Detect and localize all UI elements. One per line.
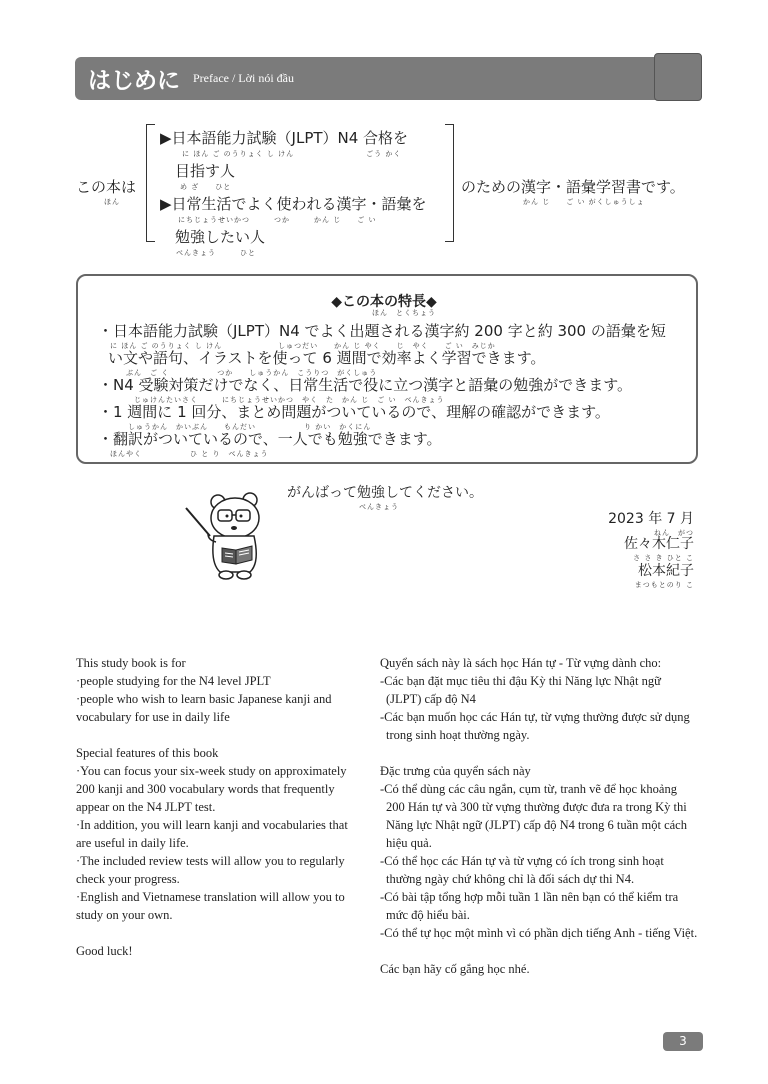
good-luck-text: がんばって勉強してください。 — [287, 485, 483, 501]
vietnamese-line: hiệu quả. — [386, 836, 432, 850]
feature-item-3-ruby: しゅうかん かいぶん もんだい り かい かくにん — [128, 423, 372, 431]
intro-right-ruby: かん じ ご い がくしゅうしょ — [523, 198, 645, 206]
vietnamese-line: -Có thể tự học một mình vì có phần dịch tiếng Anh - tiếng Việt. — [380, 926, 698, 940]
vietnamese-column — [380, 654, 705, 978]
target-item-2: ▶日常生活でよく使われる漢字・語彙を — [160, 195, 427, 213]
english-line: Good luck! — [76, 944, 133, 958]
header-tab — [654, 53, 702, 101]
page-subtitle: Preface / Lời nói đầu — [193, 71, 294, 85]
english-line: ·people studying for the N4 level JPLT — [76, 674, 271, 688]
english-line: check your progress. — [76, 872, 180, 886]
english-line: ·You can focus your six-week study on approximately — [76, 764, 347, 778]
feature-item-2-ruby: じゅけんたいさく にちじょうせいかつ やく た かん じ ご い べんきょう — [134, 396, 445, 404]
bear-teacher-illustration — [180, 488, 280, 583]
english-line: study on your own. — [76, 908, 173, 922]
target-list — [160, 128, 450, 260]
target-item-2-cont-ruby: べんきょう ひと — [176, 249, 256, 257]
feature-item-1-text: ・日本語能力試験（JLPT）N4 でよく出題される漢字約 200 字と約 300 の語彙を短 — [98, 322, 666, 340]
good-luck — [287, 482, 483, 514]
vietnamese-line: -Có thể dùng các câu ngắn, cụm từ, tranh vẽ để học khoảng — [380, 782, 677, 796]
english-column — [76, 654, 361, 960]
english-line: Special features of this book — [76, 746, 219, 760]
english-line: vocabulary for use in daily life — [76, 710, 230, 724]
english-line: 200 kanji and 300 vocabulary words that frequently — [76, 782, 335, 796]
author-1: 佐々木仁子 — [624, 536, 694, 552]
author-2-block — [635, 560, 694, 592]
target-item-2-cont: 勉強したい人 — [175, 228, 266, 246]
feature-item-1-cont-ruby: ぶん ご く つか しゅうかん こうりつ がくしゅう — [126, 369, 378, 377]
vietnamese-line — [380, 744, 705, 762]
page-number: 3 — [663, 1032, 703, 1051]
author-2-ruby: まつもとのり こ — [634, 581, 694, 589]
target-item-1-cont: 目指す人 — [175, 162, 236, 180]
english-line: ·The included review tests will allow you to regularly — [76, 854, 345, 868]
features-title: ◆この本の特長◆ — [331, 294, 437, 310]
target-item-1-ruby: に ほん ご のうりょく し けん ごう かく — [182, 150, 402, 158]
feature-item-2-text: ・N4 受験対策だけでなく、日常生活で役に立つ漢字と語彙の勉強ができます。 — [98, 376, 633, 394]
date: 2023 年 7 月 — [608, 511, 694, 527]
target-item-1: ▶日本語能力試験（JLPT）N4 合格を — [160, 129, 409, 147]
feature-item-1-cont-text: い文や語句、イラストを使って 6 週間で効率よく学習できます。 — [108, 349, 546, 367]
vietnamese-line: -Có thể học các Hán tự và từ vựng có ích trong sinh hoạt — [380, 854, 664, 868]
target-item-2-ruby: にちじょうせいかつ つか かん じ ご い — [178, 216, 377, 224]
intro-right-text: のための漢字・語彙学習書です。 — [461, 178, 685, 196]
feature-item-4 — [98, 428, 694, 461]
left-bracket — [146, 124, 155, 242]
author-2: 松本紀子 — [638, 563, 694, 579]
feature-item-4-ruby: ほんやく ひ と り べんきょう — [110, 450, 269, 458]
english-line: This study book is for — [76, 656, 186, 670]
vietnamese-line: Đặc trưng của quyển sách này — [380, 764, 531, 778]
vietnamese-line: Quyển sách này là sách học Hán tự - Từ vựng dành cho: — [380, 656, 662, 670]
english-line: ·English and Vietnamese translation will allow you to — [76, 890, 345, 904]
english-line: ·In addition, you will learn kanji and vocabularies that — [76, 818, 348, 832]
english-line: ·people who wish to learn basic Japanese kanji and — [76, 692, 332, 706]
vietnamese-line: Các bạn hãy cố gắng học nhé. — [380, 962, 530, 976]
target-item-1-cont-ruby: め ざ ひと — [180, 183, 232, 191]
intro-left-ruby: ほん — [104, 198, 120, 206]
vietnamese-line: -Các bạn đặt mục tiêu thi đậu Kỳ thi Năng lực Nhật ngữ — [380, 674, 661, 688]
vietnamese-line — [380, 942, 705, 960]
vietnamese-line: 200 Hán tự và 300 từ vựng thường được đưa ra trong Kỳ thi — [386, 800, 687, 814]
vietnamese-line: -Các bạn muốn học các Hán tự, từ vựng thường được sử dụng — [380, 710, 690, 724]
vietnamese-line: trong sinh hoạt thường ngày. — [386, 728, 530, 742]
vietnamese-line: Năng lực Nhật ngữ (JLPT) cấp độ N4 trong 6 tuần một cách — [386, 818, 687, 832]
intro-left-text: この本は — [76, 178, 137, 196]
vietnamese-line: -Có bài tập tổng hợp mỗi tuần 1 lần nên bạn có thể kiểm tra — [380, 890, 679, 904]
feature-item-1-ruby: に ほん ご のうりょく し けん しゅつだい かん じ やく じ やく ご い みじか — [110, 342, 496, 350]
good-luck-ruby: べんきょう — [359, 503, 399, 511]
feature-item-4-text: ・翻訳がついているので、一人でも勉強できます。 — [98, 430, 442, 448]
intro-left — [76, 176, 136, 209]
intro-right — [461, 176, 685, 209]
english-line — [76, 726, 361, 744]
page-title: はじめに — [88, 68, 180, 94]
english-line — [76, 924, 361, 942]
vietnamese-line: mức độ hiểu bài. — [386, 908, 470, 922]
right-bracket — [445, 124, 454, 242]
english-line: appear on the N4 JLPT test. — [76, 800, 216, 814]
english-line: are useful in daily life. — [76, 836, 189, 850]
vietnamese-line: thường ngày chứ không chỉ là đối sách dự thi N4. — [386, 872, 635, 886]
feature-item-3-text: ・1 週間に 1 回分、まとめ問題がついているので、理解の確認ができます。 — [98, 403, 610, 421]
date-ruby: ねん がつ — [654, 529, 694, 537]
author-1-ruby: さ さ き ひと こ — [633, 554, 694, 562]
features-title-ruby: ほん とくちょう — [372, 309, 436, 317]
vietnamese-line: (JLPT) cấp độ N4 — [386, 692, 476, 706]
